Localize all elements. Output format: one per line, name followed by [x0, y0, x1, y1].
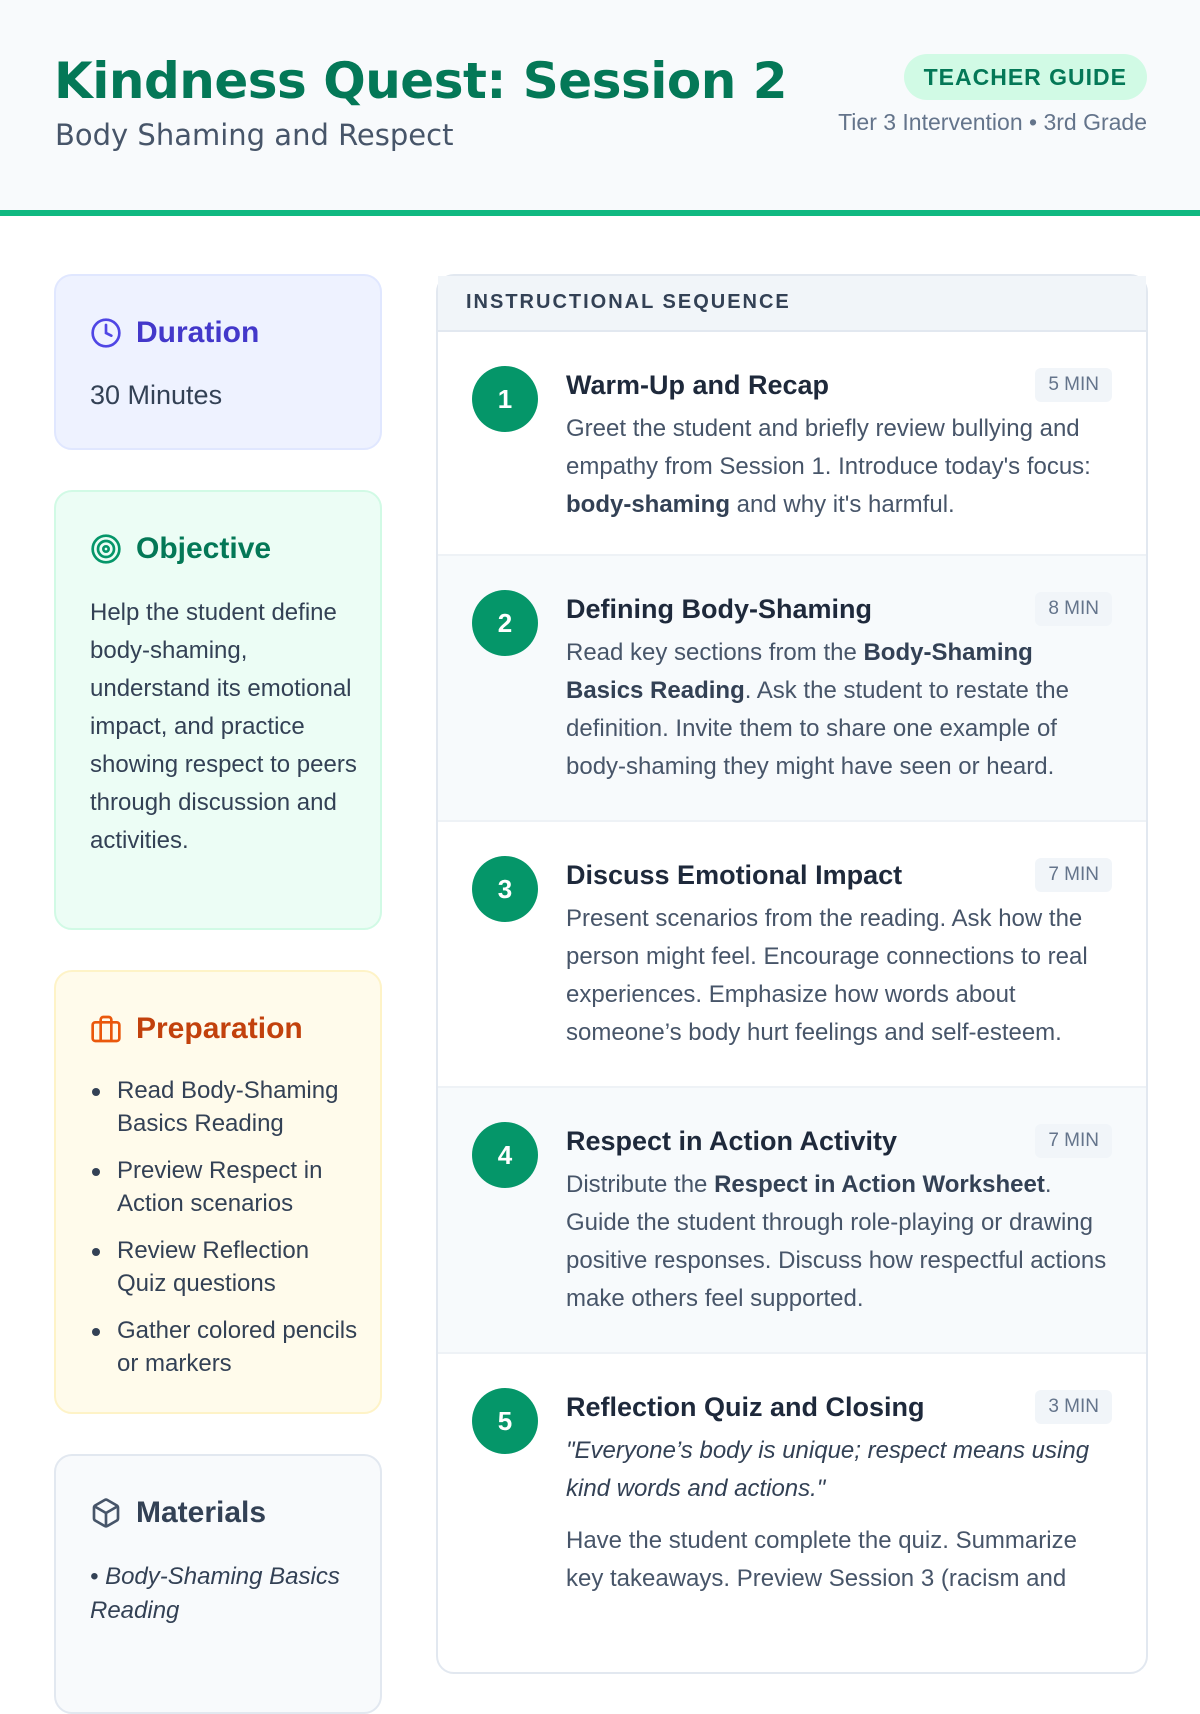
step-title: Warm-Up and Recap	[566, 370, 830, 400]
materials-heading: Materials	[136, 1496, 267, 1529]
step-1	[438, 332, 1146, 556]
step-duration-badge: 8 MIN	[1035, 592, 1112, 626]
step-2	[438, 556, 1146, 822]
step-description: Read key sections from the Body-Shaming Basics Reading. Ask the student to restate the definition. Invite them to share one example of body-shaming they might have seen or heard.	[566, 639, 1069, 780]
step-description: Present scenarios from the reading. Ask how the person might feel. Encourage connections to real experiences. Emphasize how words about someone’s body hurt feelings and self-esteem.	[566, 905, 1088, 1046]
step-number: 2	[472, 590, 538, 656]
page-title: Kindness Quest: Session 2	[54, 52, 788, 110]
step-quote: "Everyone’s body is unique; respect means using kind words and actions."	[566, 1437, 1090, 1502]
step-description: Have the student complete the quiz. Summarize key takeaways. Preview Session 3 (racism and	[566, 1527, 1077, 1592]
teacher-guide-badge: TEACHER GUIDE	[904, 54, 1147, 100]
step-number: 3	[472, 856, 538, 922]
list-item: Review Reflection Quiz questions	[90, 1234, 358, 1300]
duration-value: 30 Minutes	[90, 380, 223, 410]
step-description: Distribute the Respect in Action Worksheet. Guide the student through role-playing or drawing positive responses. Discuss how respectful actions make others feel supported.	[566, 1171, 1107, 1312]
step-duration-badge: 7 MIN	[1035, 1124, 1112, 1158]
list-item: Gather colored pencils or markers	[90, 1314, 358, 1380]
page-subtitle: Body Shaming and Respect	[55, 118, 454, 152]
duration-header	[90, 316, 259, 350]
step-title: Defining Body-Shaming	[566, 594, 872, 624]
step-duration-badge: 3 MIN	[1035, 1390, 1112, 1424]
page-header	[0, 0, 1200, 216]
step-title: Respect in Action Activity	[566, 1126, 898, 1156]
step-description: Greet the student and briefly review bullying and empathy from Session 1. Introduce today's focus: body-shaming and why it's harmful.	[566, 415, 1091, 518]
grade-level-meta: Tier 3 Intervention • 3rd Grade	[838, 109, 1147, 135]
preparation-list	[90, 1074, 358, 1394]
step-title: Discuss Emotional Impact	[566, 860, 903, 890]
step-duration-badge: 5 MIN	[1035, 368, 1112, 402]
step-4	[438, 1088, 1146, 1354]
briefcase-icon	[90, 1013, 122, 1045]
target-icon	[90, 533, 122, 565]
preparation-heading: Preparation	[136, 1012, 303, 1045]
sequence-header	[438, 276, 1146, 332]
step-number: 5	[472, 1388, 538, 1454]
step-3	[438, 822, 1146, 1088]
objective-text: Help the student define body-shaming, understand its emotional impact, and practice showing respect to peers through discussion and activities.	[90, 599, 357, 854]
step-number: 1	[472, 366, 538, 432]
list-item: Preview Respect in Action scenarios	[90, 1154, 358, 1220]
objective-card	[54, 490, 382, 930]
step-number: 4	[472, 1122, 538, 1188]
preparation-card	[54, 970, 382, 1414]
materials-card	[54, 1454, 382, 1714]
step-title: Reflection Quiz and Closing	[566, 1392, 925, 1422]
sequence-heading: INSTRUCTIONAL SEQUENCE	[466, 291, 791, 313]
preparation-header	[90, 1012, 303, 1046]
step-5	[438, 1354, 1146, 1684]
objective-heading: Objective	[136, 532, 272, 565]
package-icon	[90, 1497, 122, 1529]
materials-header	[90, 1496, 266, 1530]
clock-icon	[90, 317, 122, 349]
step-duration-badge: 7 MIN	[1035, 858, 1112, 892]
objective-header	[90, 532, 271, 566]
materials-item: • Body-Shaming Basics Reading	[90, 1563, 340, 1624]
duration-heading: Duration	[136, 316, 260, 349]
list-item: Read Body-Shaming Basics Reading	[90, 1074, 358, 1140]
duration-card	[54, 274, 382, 450]
instructional-sequence	[436, 274, 1148, 1674]
